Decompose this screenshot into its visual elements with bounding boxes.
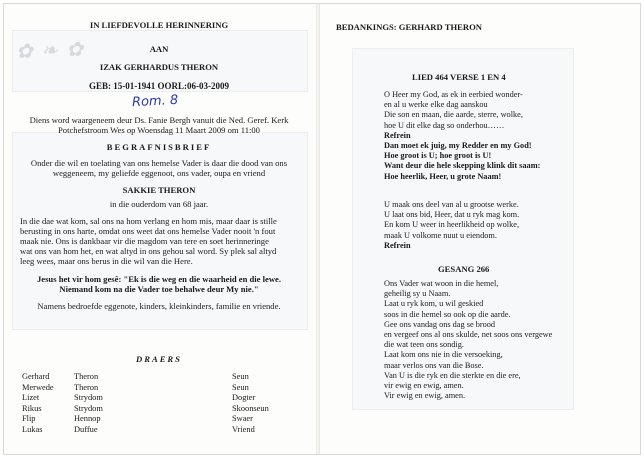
body-line-3: maak nie. Ons is dankbaar vir die magdom van tere en soet herinneringe	[20, 236, 269, 246]
thanks-header: BEDANKINGS: GERHARD THERON	[336, 22, 482, 32]
bearer-relation: Seun	[232, 382, 249, 392]
verse-line: vir ewig en ewig, amen.	[384, 381, 464, 391]
scripture-quote-line-2: Niemand kom na die Vader toe behalwe deur My nie."	[59, 284, 259, 294]
bearer-relations	[232, 372, 269, 436]
left-page	[4, 4, 314, 454]
bearer-first: Lukas	[22, 424, 43, 434]
hymn-1-verse-4	[384, 200, 519, 251]
right-page	[322, 4, 640, 454]
bearer-relation: Dogter	[232, 393, 256, 403]
bearer-first: Lizet	[22, 393, 40, 403]
verse-line: U maak ons deel van al u grootse werke.	[384, 200, 519, 209]
verse-line: soos in die hemel so ook op die aarde.	[384, 309, 511, 319]
handwritten-note: Rom. 8	[131, 92, 179, 111]
verse-line: die wat teen ons sondig.	[384, 340, 464, 350]
verse-line: Gee ons vandag ons dag se brood	[384, 319, 496, 329]
refrein-line: Dan moet ek juig, my Redder en my God!	[384, 141, 532, 151]
body-line-5: leeg wees, maar ons berus in die wil van die Here.	[20, 256, 193, 266]
bearer-first: Gerhard	[22, 372, 50, 381]
to-label: AAN	[149, 44, 169, 54]
verse-line: Laat kom ons nie in die versoeking,	[384, 350, 503, 360]
hymn-2-title: GESANG 266	[438, 264, 490, 274]
bearer-first: Merwede	[22, 382, 54, 392]
verse-line: En kom U weer in heerlikheid op wolke,	[384, 220, 520, 230]
service-line-1: Diens word waargeneem deur Ds. Fanie Bergh vanuit die Ned. Geref. Kerk	[29, 115, 289, 125]
verse-line: en vergeef ons al ons skulde, net soos ons vergewe	[384, 330, 553, 340]
deceased-name: IZAK GERHARDUS THERON	[99, 62, 219, 72]
body-line-2: berusting in ons harte, omdat ons weet dat ons hemelse Vader nooit 'n fout	[20, 226, 276, 236]
scripture-quote-line-1: Jesus het vir hom gesê: "Ek is die weg en die waarheid en die lewe.	[36, 274, 282, 284]
bearer-last: Theron	[74, 382, 99, 392]
refrein-label: Refrein	[384, 130, 411, 140]
bearer-relation: Skoonseun	[232, 403, 269, 413]
verse-line: Die son en maan, die aarde, sterre, wolke,	[384, 110, 523, 120]
verse-line: maar verlos ons van die Bose.	[384, 360, 484, 370]
verse-line: U laat ons bid, Heer, dat u ryk mag kom.	[384, 210, 520, 220]
memorial-header: IN LIEFDEVOLLE HERINNERING	[89, 20, 229, 30]
bearer-first: Flip	[22, 414, 36, 424]
bearer-relation: Seun	[232, 372, 249, 381]
refrein-label: Refrein	[384, 240, 411, 250]
bearer-first-names	[22, 372, 54, 436]
verse-line: maak U volkome nuut u eiendom.	[384, 230, 497, 240]
bearer-first: Rikus	[22, 403, 42, 413]
service-line-2: Potchefstroom Wes op Woensdag 11 Maart 2009 om 11:00	[58, 125, 260, 135]
bearer-relation: Swaer	[232, 414, 253, 424]
page-fold	[316, 4, 320, 454]
hymn-2-lyrics	[384, 279, 552, 401]
verse-line: hoe U dit elke dag so onderhou……	[384, 120, 505, 130]
refrein-line: Hoe heerlik, Heer, u grote Naam!	[384, 171, 502, 181]
hymn-1-verse-1	[384, 90, 540, 182]
bearer-last: Hennop	[74, 414, 101, 424]
bearers-heading: DRAERS	[136, 354, 182, 364]
bearer-last: Theron	[74, 372, 99, 381]
intro-line-1: Onder die wil en toelating van ons hemelse Vader is daar die dood van ons	[30, 158, 288, 168]
bearer-last: Strydom	[74, 403, 103, 413]
program-sheet	[4, 4, 640, 454]
bearer-relation: Vriend	[232, 424, 255, 434]
bearer-last: Duffue	[74, 424, 98, 434]
verse-line: en al u werke elke dag aanskou	[384, 100, 488, 110]
bearer-last: Strydom	[74, 393, 103, 403]
verse-line: Laat u ryk kom, u wil geskied	[384, 299, 484, 309]
verse-line: geheilig sy u Naam.	[384, 289, 451, 299]
verse-line: Van U is die ryk en die sterkte en die ere,	[384, 370, 521, 380]
refrein-line: Hoe groot is U; hoe groot is U!	[384, 151, 492, 161]
letter-heading: BEGRAFNISBRIEF	[106, 142, 212, 152]
bearer-last-names	[74, 372, 103, 436]
intro-line-2: weggeneem, my geliefde eggenoot, ons vader, oupa en vriend	[52, 168, 266, 178]
birth-death-dates: GEB: 15-01-1941 OORL:06-03-2009	[89, 81, 229, 91]
background-watermark-script: ✿ ❧ ✿	[15, 36, 85, 64]
verse-line: O Heer my God, as ek in eerbied wonder-	[384, 90, 523, 99]
verse-line: Ons Vader wat woon in die hemel,	[384, 279, 499, 288]
nickname: SAKKIE THERON	[122, 185, 196, 195]
refrein-line: Want deur die hele skepping klink dit saam:	[384, 161, 541, 171]
age-line: in die ouderdom van 68 jaar.	[109, 199, 209, 209]
body-line-4: wat ons van hom het, en wat altyd in ons gehou sal word. Sy plek sal altyd	[20, 246, 277, 256]
body-line-1: In die dae wat kom, sal ons na hom verlang en hom mis, maar daar is stille	[20, 216, 277, 226]
signoff: Namens bedroefde eggenote, kinders, kleinkinders, familie en vriende.	[37, 301, 281, 311]
verse-line: Vir ewig en ewig, amen.	[384, 391, 466, 401]
hymn-1-title: LIED 464 VERSE 1 EN 4	[412, 72, 506, 82]
